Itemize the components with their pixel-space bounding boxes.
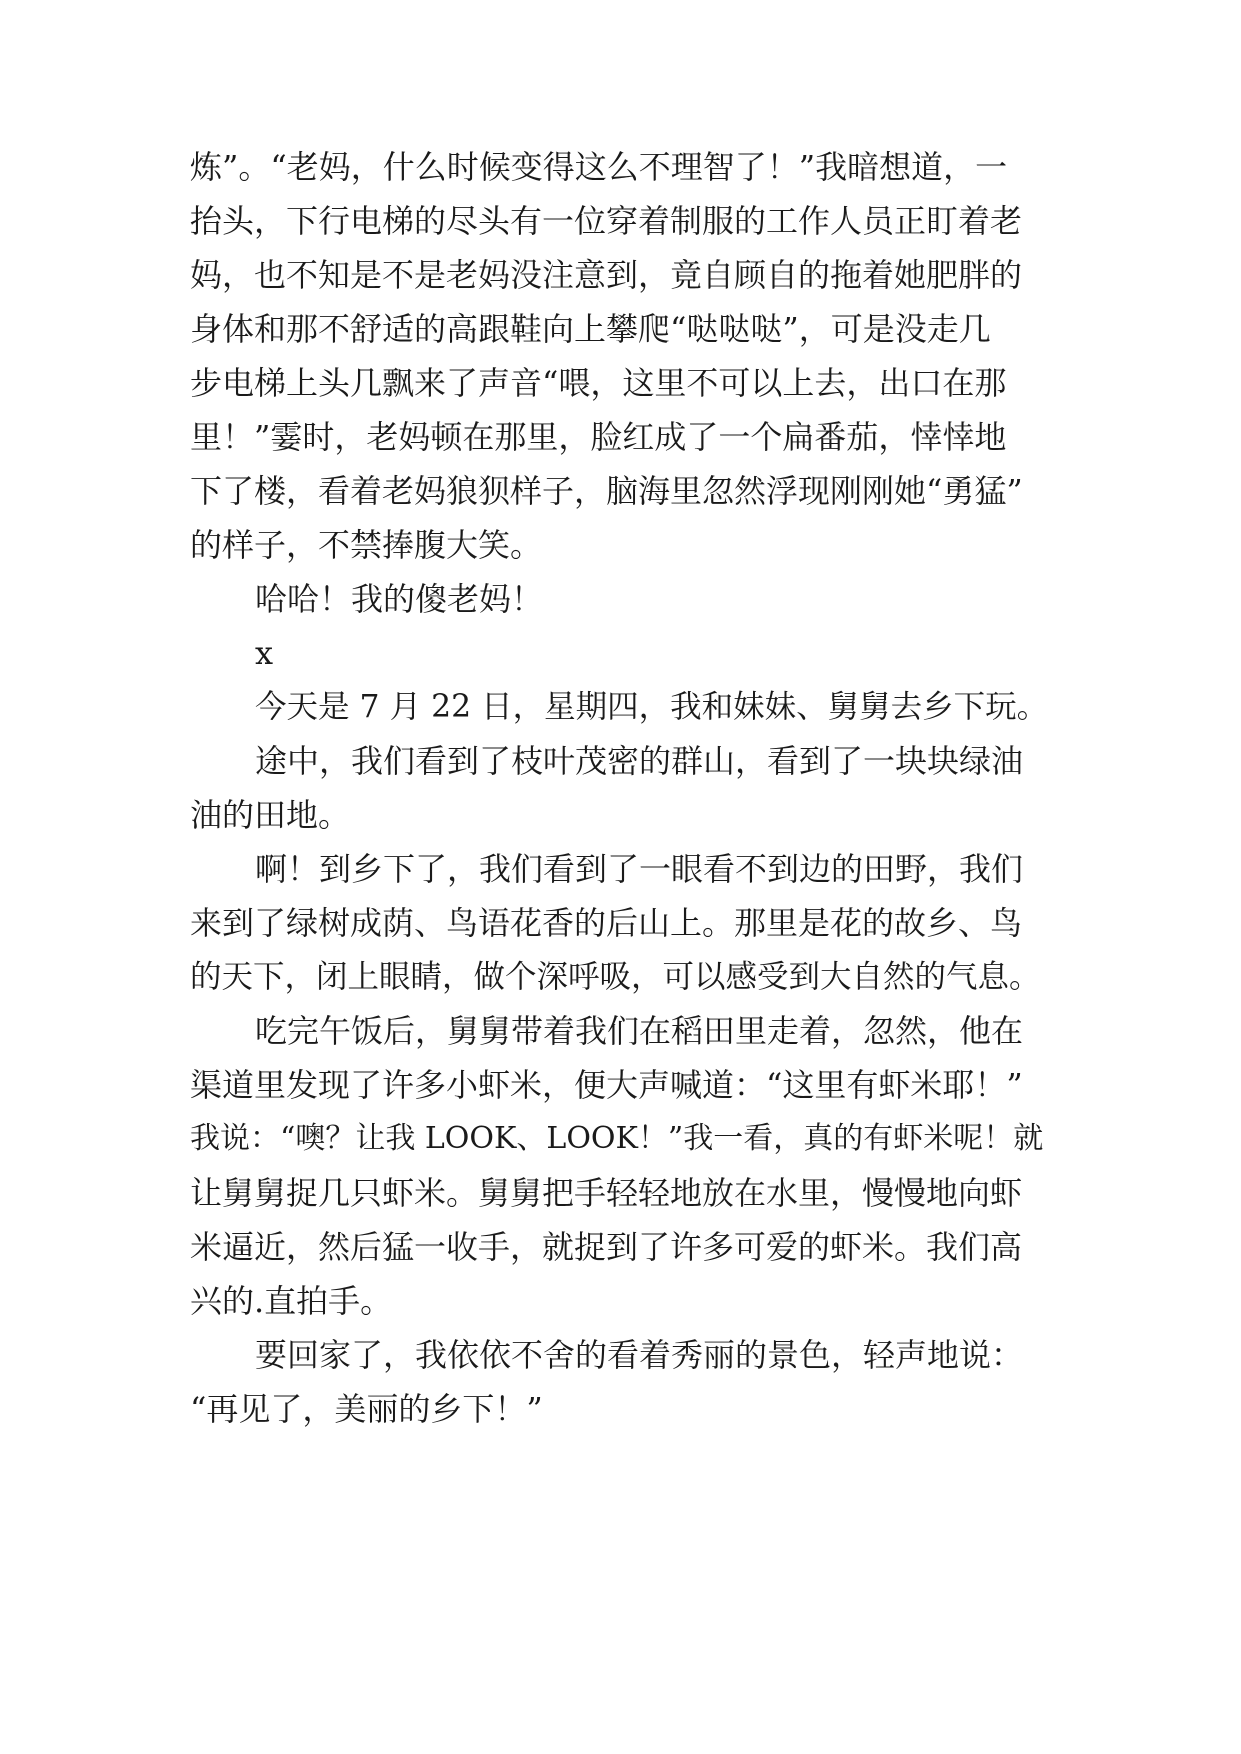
text-line: 抬头，下行电梯的尽头有一位穿着制服的工作人员正盯着老 <box>190 202 1023 240</box>
text-line: 炼”。“老妈，什么时候变得这么不理智了！”我暗想道，一 <box>190 148 1008 186</box>
text-line: 渠道里发现了许多小虾米，便大声喊道：“这里有虾米耶！” <box>190 1066 1023 1104</box>
text-line: 米逼近，然后猛一收手，就捉到了许多可爱的虾米。我们高 <box>190 1228 1023 1266</box>
text-line: “再见了，美丽的乡下！” <box>190 1390 543 1428</box>
text-line: 兴的.直拍手。 <box>190 1282 393 1320</box>
text-line: 下了楼，看着老妈狼狈样子，脑海里忽然浮现刚刚她“勇猛” <box>190 472 1023 510</box>
text-line: 哈哈！我的傻老妈！ <box>255 580 544 618</box>
text-line: 油的田地。 <box>190 796 351 834</box>
text-line: 来到了绿树成荫、鸟语花香的后山上。那里是花的故乡、鸟 <box>190 904 1023 942</box>
text-line: 啊！到乡下了，我们看到了一眼看不到边的田野，我们 <box>255 850 1024 888</box>
text-line: 今天是 7 月 22 日，星期四，我和妹妹、舅舅去乡下玩。 <box>255 689 1049 725</box>
text-line: 身体和那不舒适的高跟鞋向上攀爬“哒哒哒”，可是没走几 <box>190 310 991 348</box>
text-line: 让舅舅捉几只虾米。舅舅把手轻轻地放在水里，慢慢地向虾 <box>190 1174 1023 1212</box>
text-line: 妈，也不知是不是老妈没注意到，竟自顾自的拖着她肥胖的 <box>190 256 1023 294</box>
text-line: x <box>255 634 274 672</box>
text-line: 吃完午饭后，舅舅带着我们在稻田里走着，忽然，他在 <box>255 1012 1024 1050</box>
text-line: 里！”霎时，老妈顿在那里，脸红成了一个扁番茄，悻悻地 <box>190 418 1007 456</box>
text-line: 的天下，闭上眼睛，做个深呼吸，可以感受到大自然的气息。 <box>190 959 1041 995</box>
text-line: 步电梯上头几飘来了声音“喂，这里不可以上去，出口在那 <box>190 364 1007 402</box>
text-line: 途中，我们看到了枝叶茂密的群山，看到了一块块绿油 <box>255 742 1024 780</box>
text-line: 的样子，不禁捧腹大笑。 <box>190 526 543 564</box>
text-line: 我说：“噢？让我 LOOK、LOOK！”我一看，真的有虾米呢！就 <box>190 1121 1044 1156</box>
text-line: 要回家了，我依依不舍的看着秀丽的景色，轻声地说： <box>255 1336 1024 1374</box>
